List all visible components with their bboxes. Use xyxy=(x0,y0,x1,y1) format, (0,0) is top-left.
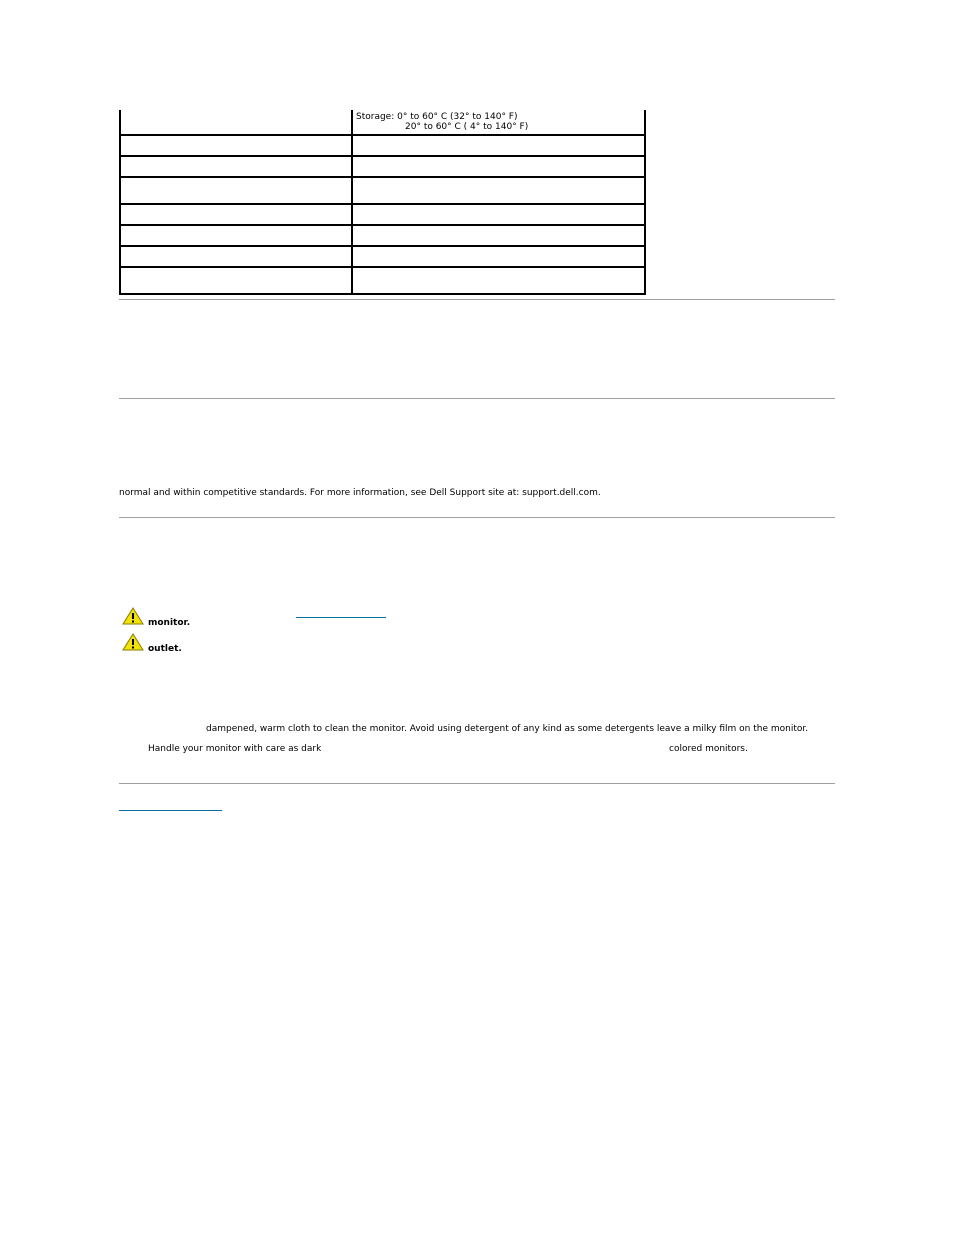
cleaning-instruction: dampened, warm cloth to clean the monitor. Avoid using detergent of any kind as some detergents leave a milky film on the monitor. xyxy=(206,724,809,734)
handling-instruction-end: colored monitors. xyxy=(669,744,748,754)
warning-text-2: outlet. xyxy=(148,644,182,654)
specifications-table xyxy=(119,110,646,295)
storage-temp-line-2: 20° to 60° C ( 4° to 140° F) xyxy=(405,122,529,132)
table-row xyxy=(120,135,645,156)
quality-text: normal and within competitive standards. For more information, see Dell Support site at: support.dell.com. xyxy=(119,488,601,498)
warning-text-1: monitor. xyxy=(148,618,191,628)
section-divider xyxy=(119,398,835,399)
table-row xyxy=(120,110,645,135)
warning-icon xyxy=(122,607,144,625)
table-row xyxy=(120,225,645,246)
safety-instructions-link[interactable] xyxy=(296,617,386,618)
table-cell xyxy=(352,110,645,135)
warning-icon xyxy=(122,633,144,651)
table-row xyxy=(120,246,645,267)
table-cell xyxy=(120,110,352,135)
table-row xyxy=(120,267,645,294)
handling-instruction: Handle your monitor with care as dark xyxy=(148,744,322,754)
table-row xyxy=(120,204,645,225)
storage-temp-line-1: Storage: 0° to 60° C (32° to 140° F) xyxy=(356,112,518,122)
section-divider xyxy=(119,299,835,300)
section-divider xyxy=(119,517,835,518)
table-row xyxy=(120,177,645,204)
section-divider xyxy=(119,783,835,784)
table-row xyxy=(120,156,645,177)
back-to-contents-link[interactable] xyxy=(119,810,222,811)
